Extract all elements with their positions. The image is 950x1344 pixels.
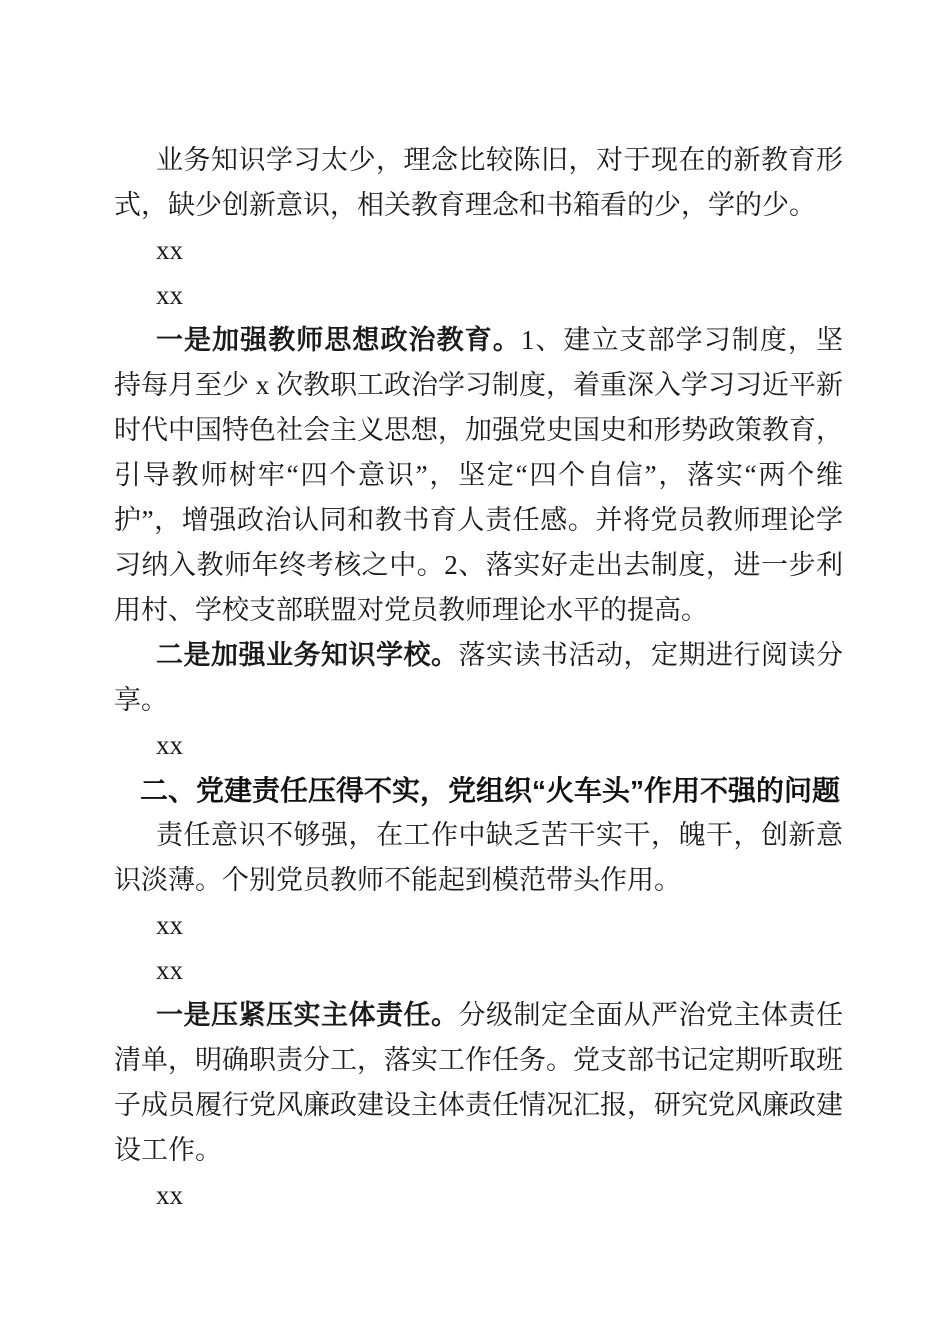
paragraph-text: xx <box>156 910 183 940</box>
placeholder-text <box>114 273 843 318</box>
paragraph-lead: 二是加强业务知识学校。 <box>156 640 459 670</box>
paragraph-text: 责任意识不够强，在工作中缺乏苦干实干，魄干，创新意识淡薄。个别党员教师不能起到模范带头作用。 <box>114 820 843 895</box>
placeholder-text <box>114 903 843 948</box>
placeholder-text <box>114 228 843 273</box>
paragraph-text: 二、党建责任压得不实，党组织“火车头”作用不强的问题 <box>140 775 841 806</box>
placeholder-text <box>114 723 843 768</box>
paragraph-text: 1、建立支部学习制度，坚持每月至少 x 次教职工政治学习制度，着重深入学习习近平新时代中国特色社会主义思想，加强党史国史和形势政策教育，引导教师树牢“四个意识”，坚定“四个自信”，落实“两个维护”，增强政治认同和教书育人责任感。并将党员教师理论学习纳入教师年终考核之中。2、落实好走出去制度，进一步利用村、学校支部联盟对党员教师理论水平的提高。 <box>114 325 843 625</box>
paragraph <box>114 138 843 228</box>
paragraph-text: xx <box>156 1180 183 1210</box>
paragraph-lead: 一是加强教师思想政治教育。 <box>156 325 521 355</box>
paragraph <box>114 633 843 723</box>
paragraph-text: xx <box>156 235 183 265</box>
paragraph-text: xx <box>156 955 183 985</box>
placeholder-text <box>114 948 843 993</box>
paragraph-lead: 一是压紧压实主体责任。 <box>156 1000 459 1030</box>
paragraph <box>114 993 843 1173</box>
paragraph <box>114 318 843 633</box>
placeholder-text <box>114 1173 843 1218</box>
paragraph <box>114 813 843 903</box>
paragraph-text: 落实读书活动，定期进行阅读分享。 <box>114 640 843 715</box>
paragraph-text: xx <box>156 280 183 310</box>
paragraph-text: xx <box>156 730 183 760</box>
paragraph-text: 业务知识学习太少，理念比较陈旧，对于现在的新教育形式，缺少创新意识，相关教育理念和书箱看的少，学的少。 <box>114 145 843 220</box>
section-heading <box>114 768 843 813</box>
paragraph-text: 分级制定全面从严治党主体责任清单，明确职责分工，落实工作任务。党支部书记定期听取班子成员履行党风廉政建设主体责任情况汇报，研究党风廉政建设工作。 <box>114 1000 843 1165</box>
